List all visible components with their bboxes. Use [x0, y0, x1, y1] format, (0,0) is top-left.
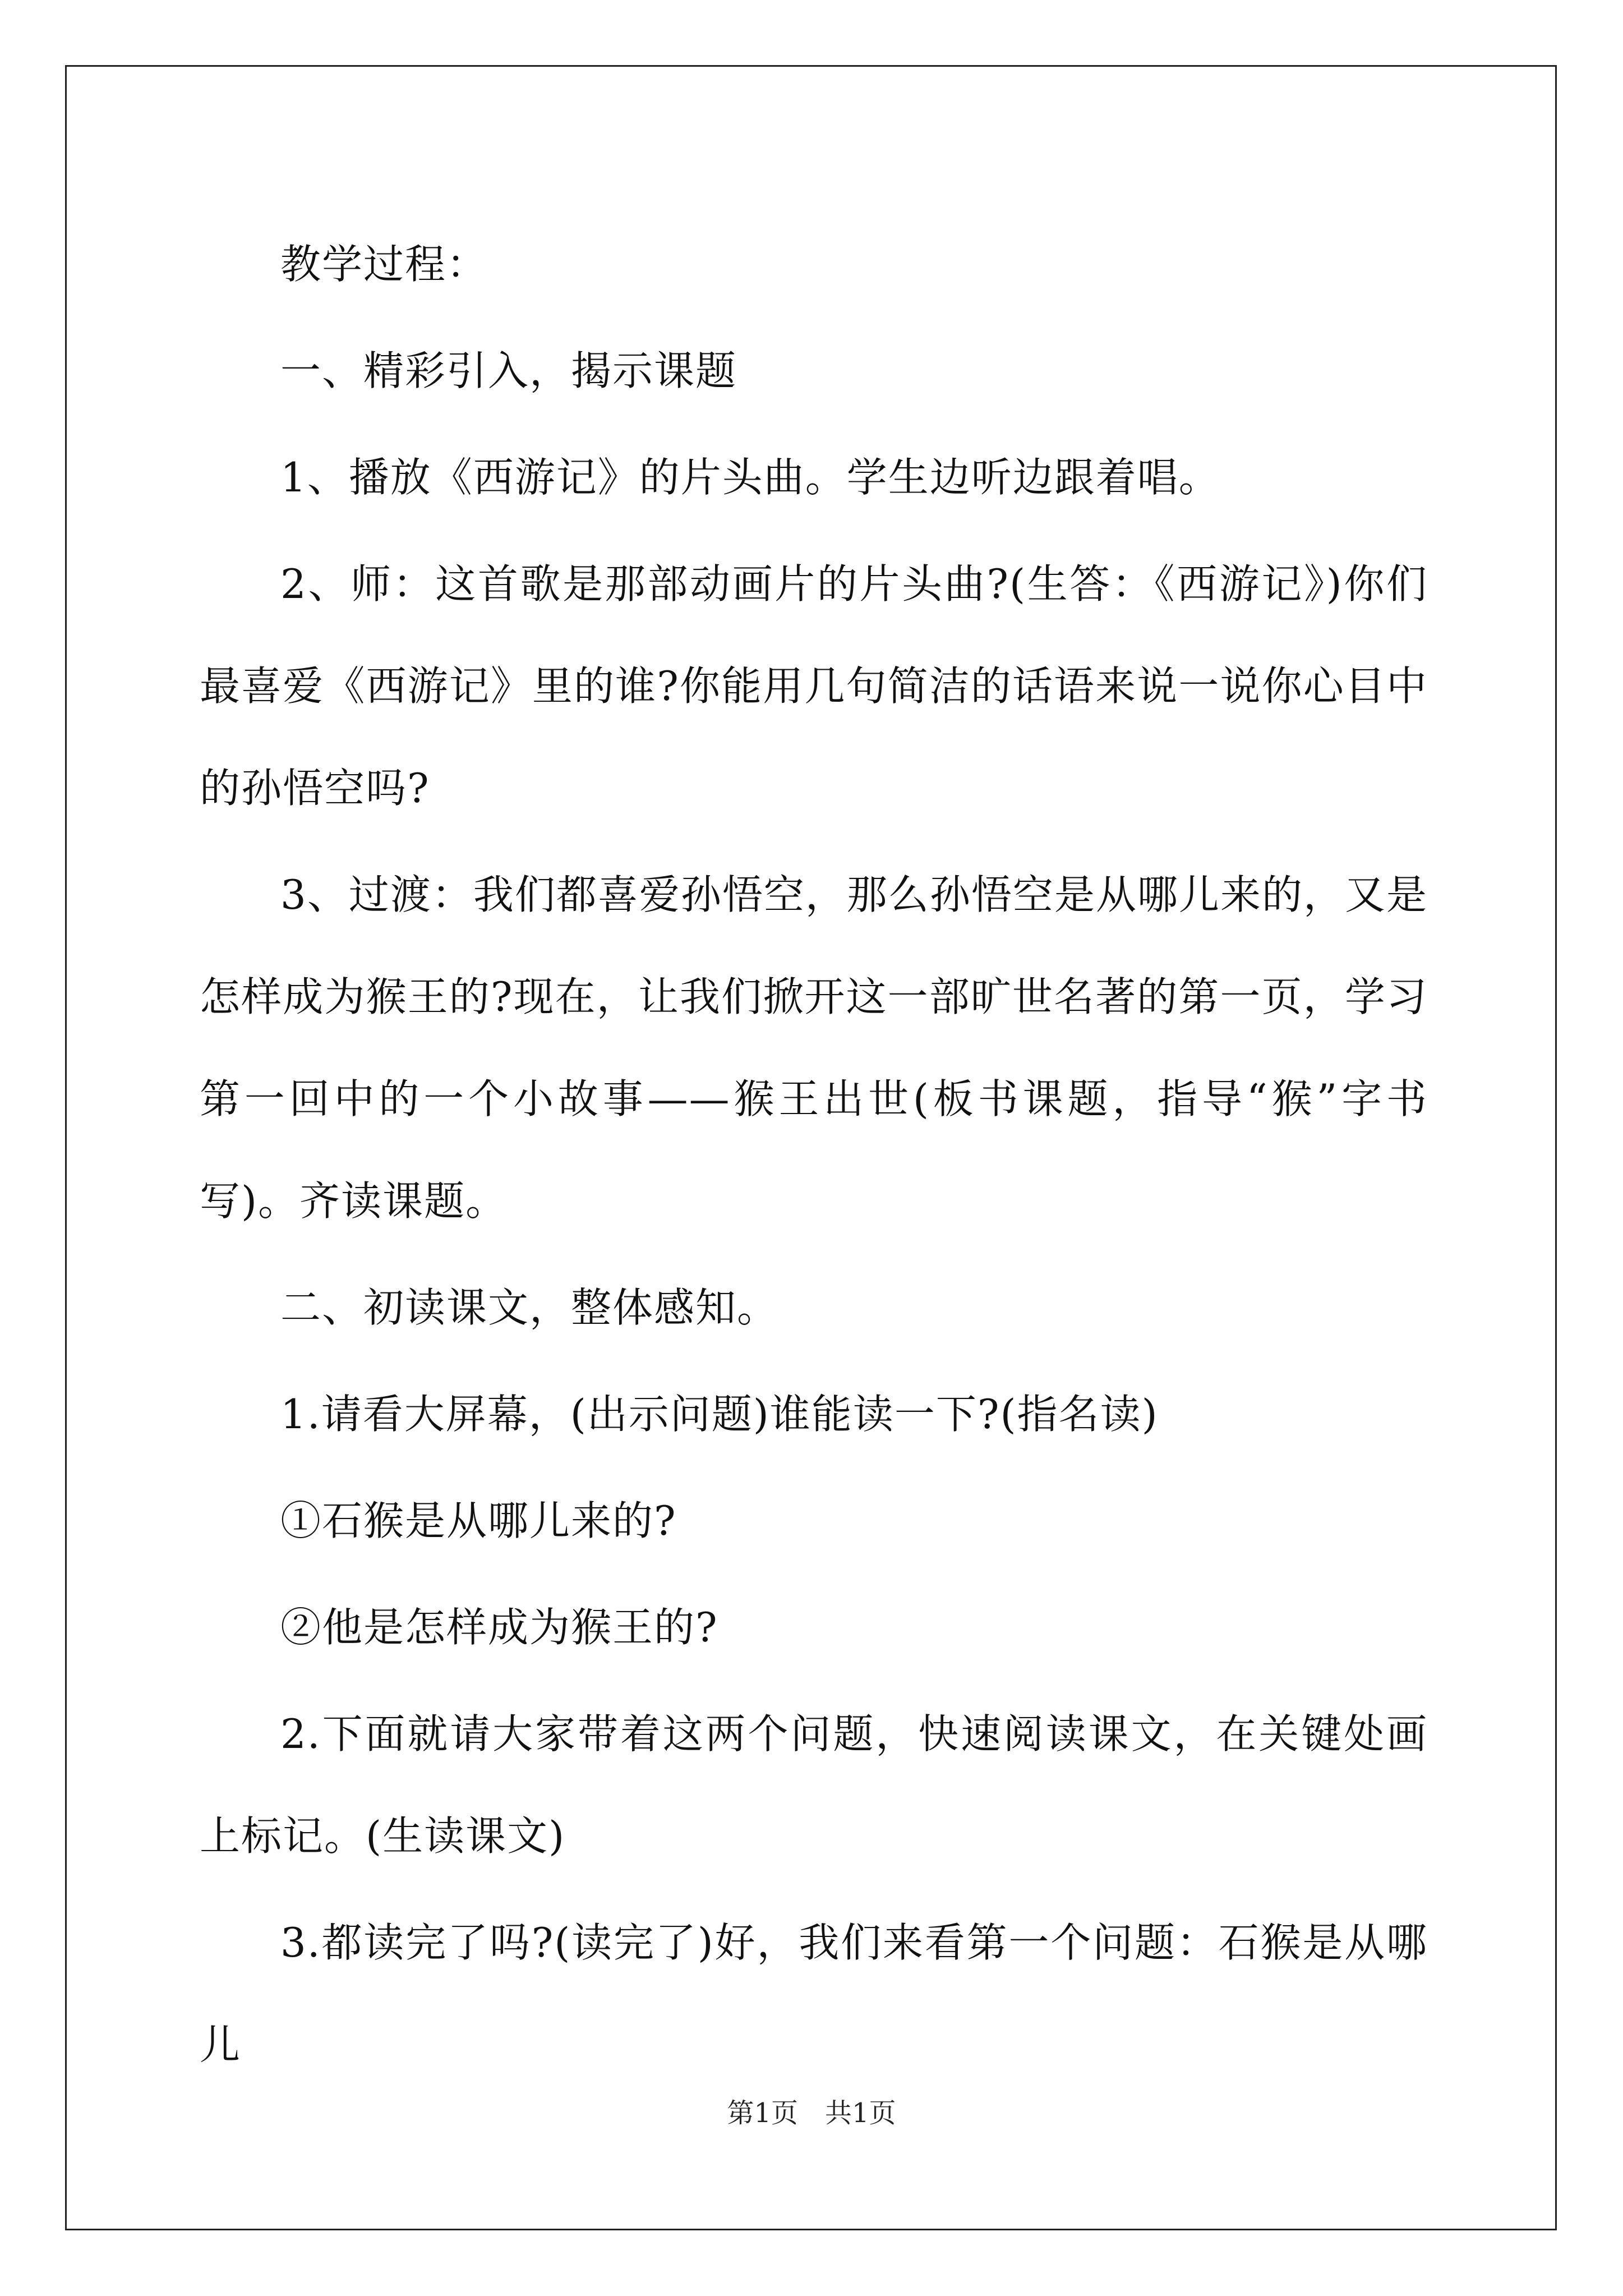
list-item: ①石猴是从哪儿来的?: [280, 1497, 677, 1544]
section-heading: 二、初读课文，整体感知。: [280, 1284, 779, 1331]
paragraph: 3.都读完了吗?(读完了)好，我们来看第一个问题：石猴是从哪儿: [200, 1919, 1428, 2068]
paragraph: 1、播放《西游记》的片头曲。学生边听边跟着唱。: [280, 454, 1220, 501]
document-body: [200, 213, 1428, 2100]
paragraph: 3、过渡：我们都喜爱孙悟空，那么孙悟空是从哪儿来的，又是怎样成为猴王的?现在，让我们掀开这一部旷世名著的第一页，学习第一回中的一个小故事——猴王出世(板书课题，指导“猴”字书写)。齐读课题。: [200, 871, 1428, 1225]
paragraph: 教学过程：: [280, 241, 488, 288]
list-item: ②他是怎样成为猴王的?: [280, 1604, 718, 1651]
paragraph: 1.请看大屏幕，(出示问题)谁能读一下?(指名读): [280, 1391, 1159, 1438]
section-heading: 一、精彩引入，揭示课题: [280, 347, 737, 394]
page-footer: 第1页 共1页: [727, 2097, 896, 2129]
paragraph: 2、师：这首歌是那部动画片的片头曲?(生答：《西游记》)你们最喜爱《西游记》里的谁?你能用几句简洁的话语来说一说你心目中的孙悟空吗?: [200, 560, 1428, 812]
paragraph: 2.下面就请大家带着这两个问题，快速阅读课文，在关键处画上标记。(生读课文): [200, 1710, 1428, 1860]
